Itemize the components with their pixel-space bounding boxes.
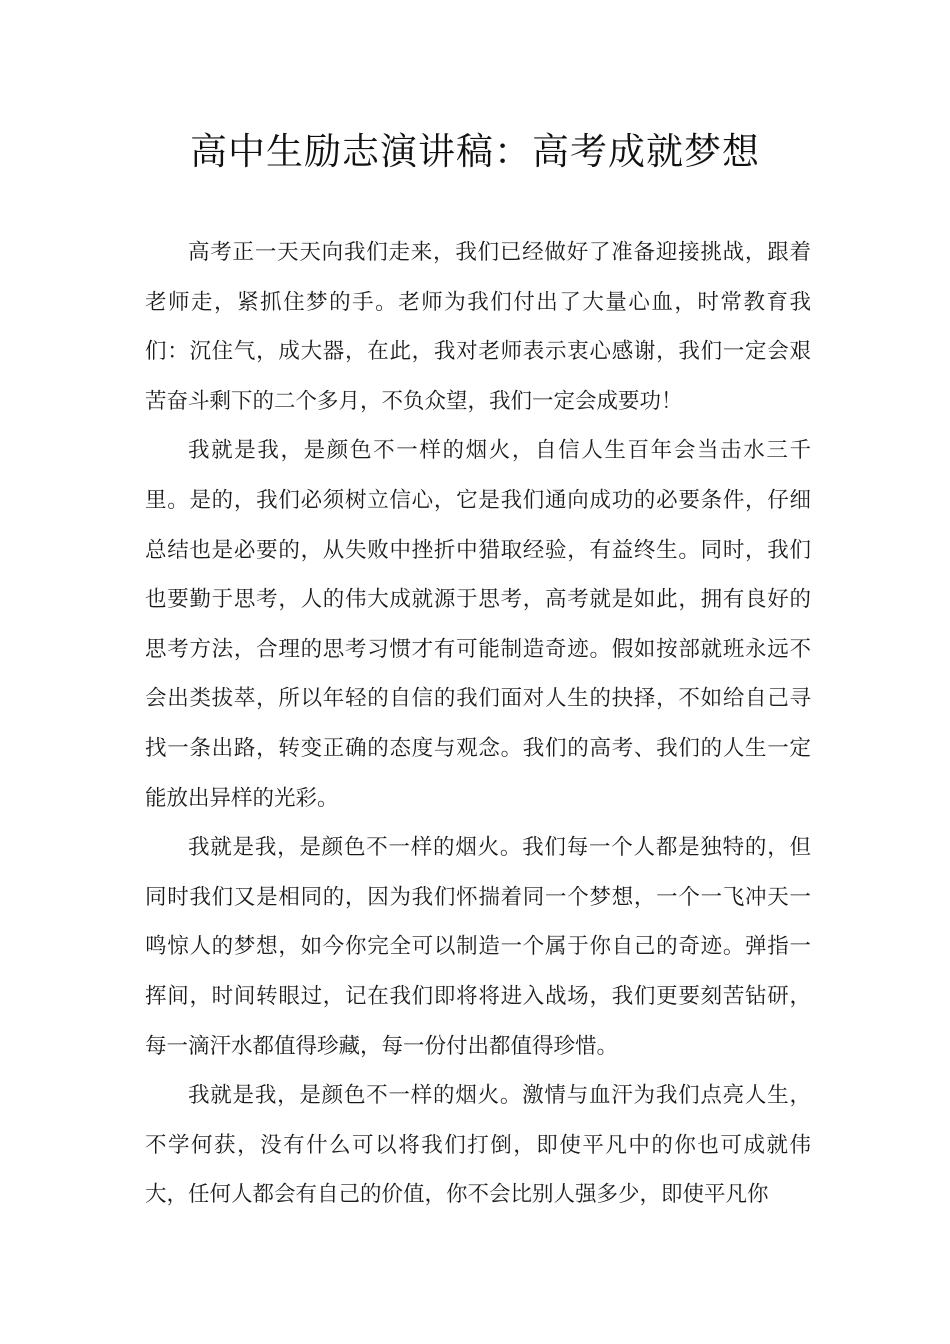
document-body (145, 228, 811, 1220)
page-title: 高中生励志演讲稿：高考成就梦想 (190, 130, 760, 173)
paragraph-2: 我就是我，是颜色不一样的烟火，自信人生百年会当击水三千里。是的，我们必须树立信心，它是我们通向成功的必要条件，仔细总结也是必要的，从失败中挫折中猎取经验，有益终生。同时，我们也要勤于思考，人的伟大成就源于思考，高考就是如此，拥有良好的思考方法，合理的思考习惯才有可能制造奇迹。假如按部就班永远不会出类拔萃，所以年轻的自信的我们面对人生的抉择，不如给自己寻找一条出路，转变正确的态度与观念。我们的高考、我们的人生一定能放出异样的光彩。 (145, 438, 811, 811)
paragraph-3: 我就是我，是颜色不一样的烟火。我们每一个人都是独特的，但同时我们又是相同的，因为我们怀揣着同一个梦想，一个一飞冲天一鸣惊人的梦想，如今你完全可以制造一个属于你自己的奇迹。弹指一挥间，时间转眼过，记在我们即将将进入战场，我们更要刻苦钻研，每一滴汗水都值得珍藏，每一份付出都值得珍惜。 (145, 835, 811, 1059)
paragraph-1: 高考正一天天向我们走来，我们已经做好了准备迎接挑战，跟着老师走，紧抓住梦的手。老师为我们付出了大量心血，时常教育我们：沉住气，成大器，在此，我对老师表示衷心感谢，我们一定会艰苦奋斗剩下的二个多月，不负众望，我们一定会成要功！ (145, 240, 811, 414)
paragraph-4: 我就是我，是颜色不一样的烟火。激情与血汗为我们点亮人生，不学何获，没有什么可以将我们打倒，即使平凡中的你也可成就伟大，任何人都会有自己的价值，你不会比别人强多少，即使平凡你 (145, 1083, 811, 1208)
